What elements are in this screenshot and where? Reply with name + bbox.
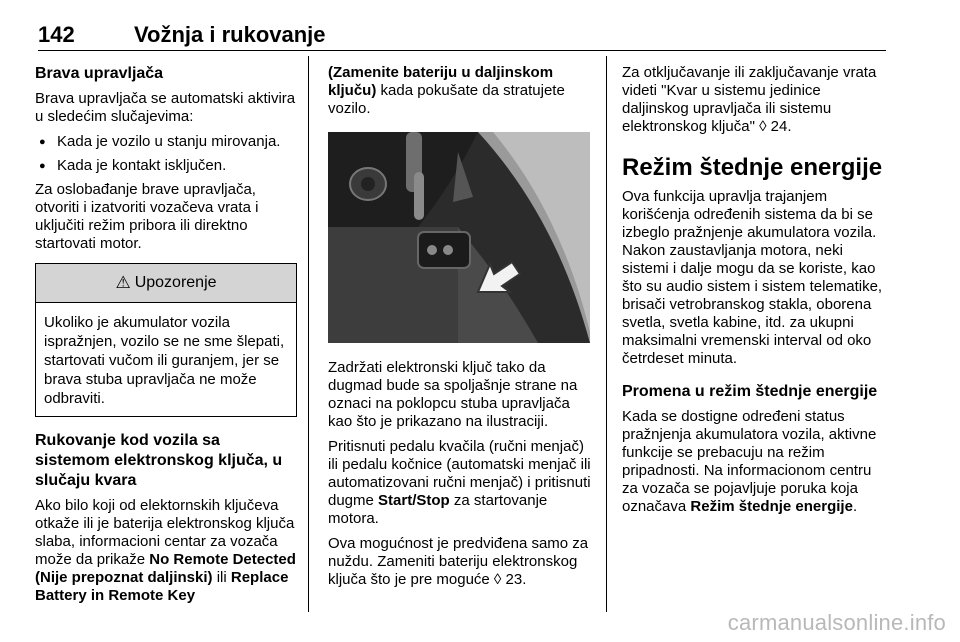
text-run: . xyxy=(852,498,858,515)
warning-header xyxy=(36,264,296,303)
section-title-steering-lock: Brava upravljača xyxy=(35,65,164,82)
paragraph: Zadržati elektronski ključ tako da dugmad bude sa spoljašnje strane na oznaci na poklopcu stuba upravljača kao što je prikazano na ilustraciji. xyxy=(328,359,578,430)
column-left xyxy=(35,64,297,612)
text-run: Kada se dostigne određeni status pražnjenja akumulatora vozila, aktivne funkcije se prebacuju na režim pripadnosti. Na informacionom centru za vozača se pojavljuje poruka koja označava xyxy=(622,408,877,515)
paragraph xyxy=(622,64,890,136)
text-run: za startovanje motora. xyxy=(328,492,548,527)
message-text: Replace Battery in Remote Key xyxy=(35,569,289,604)
column-middle xyxy=(328,64,594,596)
column-right xyxy=(622,64,890,523)
warning-box xyxy=(35,263,297,417)
steering-column-illustration xyxy=(328,132,590,343)
paragraph xyxy=(35,497,297,605)
paragraph: Za oslobađanje brave upravljača, otvoriti i izatvoriti vozačeva vrata i uključiti režim pribora ili direktno startovati motor. xyxy=(35,181,259,252)
column-divider xyxy=(308,56,309,612)
paragraph xyxy=(328,535,594,589)
paragraph: Ova funkcija upravlja trajanjem korišćenja određenih sistema da bi se izbeglo pražnjenje akumulatora vozila. Nakon zaustavljanja motora, neki sistemi i dalje mogu da se koriste, kao što su audio sistem i sistem telematike, brisači vetrobranskog stakla, oborena svetla, svetla kabine, itd. za ukupni maksimalni vremenski interval od oko četrdeset minuta. xyxy=(622,188,883,367)
message-text: (Zamenite bateriju u daljinskom ključu) xyxy=(328,64,554,99)
message-text: No Remote Detected (Nije prepoznat daljinski) xyxy=(35,551,296,586)
page-reference: 23. xyxy=(501,571,527,588)
paragraph xyxy=(622,408,890,516)
watermark: carmanualsonline.info xyxy=(727,610,946,635)
text-run: Za otključavanje ili zaključavanje vrata videti "Kvar u sistemu jedinice daljinskog upravljača ili sistemu elektronskog ključa" xyxy=(622,64,877,135)
page-reference-icon: ◊ xyxy=(493,571,502,588)
text-run: Ako bilo koji od elektornskih ključeva otkaže ili je baterija elektronskog ključa slaba, informacioni centar za vozača može da prikaže xyxy=(35,497,295,568)
paragraph xyxy=(328,64,594,118)
text-run: Ova mogućnost je predviđena samo za nuždu. Zameniti bateriju elektronskog ključa što je pre moguće xyxy=(328,535,589,588)
section-title-energy-saving: Režim štednje energije xyxy=(622,154,883,181)
subsection-title-key-failure: Rukovanje kod vozila sa sistemom elektronskog ključa, u slučaju kvara xyxy=(35,432,283,489)
bullet-list xyxy=(35,133,297,175)
paragraph xyxy=(328,438,594,528)
text-run: ili xyxy=(212,569,231,586)
paragraph: Brava upravljača se automatski aktivira u sledećim slučajevima: xyxy=(35,90,296,125)
page-reference-icon: ◊ xyxy=(759,118,767,135)
text-run: kada pokušate da stratujete vozilo. xyxy=(328,82,565,117)
text-run: Pritisnuti pedalu kvačila (ručni menjač) ili pedalu kočnice (automatski menjač ili automatizovani ručni menjač) i pritisnuti dugme xyxy=(328,438,591,509)
page-reference: 24. xyxy=(766,118,792,135)
warning-title: Upozorenje xyxy=(134,274,217,291)
illustration-graphic xyxy=(328,132,590,343)
list-item: ● Kada je vozilo u stanju mirovanja. xyxy=(35,133,297,151)
warning-text: Ukoliko je akumulator vozila ispražnjen, vozilo se ne sme šlepati, startovati vučom ili guranjem, jer se brava stuba upravljača ne može odbraviti. xyxy=(44,314,285,407)
button-name: Start/Stop xyxy=(378,492,450,509)
chapter-title: Vožnja i rukovanje xyxy=(134,22,326,47)
list-item: ● Kada je kontakt isključen. xyxy=(35,157,297,175)
message-text: Režim štednje energije xyxy=(690,498,853,515)
page-header xyxy=(38,14,886,51)
warning-triangle-icon: ⚠ xyxy=(115,273,131,292)
column-divider xyxy=(606,56,607,612)
subsection-title-energy-mode-change: Promena u režim štednje energije xyxy=(622,383,878,400)
page-number: 142 xyxy=(38,22,75,47)
